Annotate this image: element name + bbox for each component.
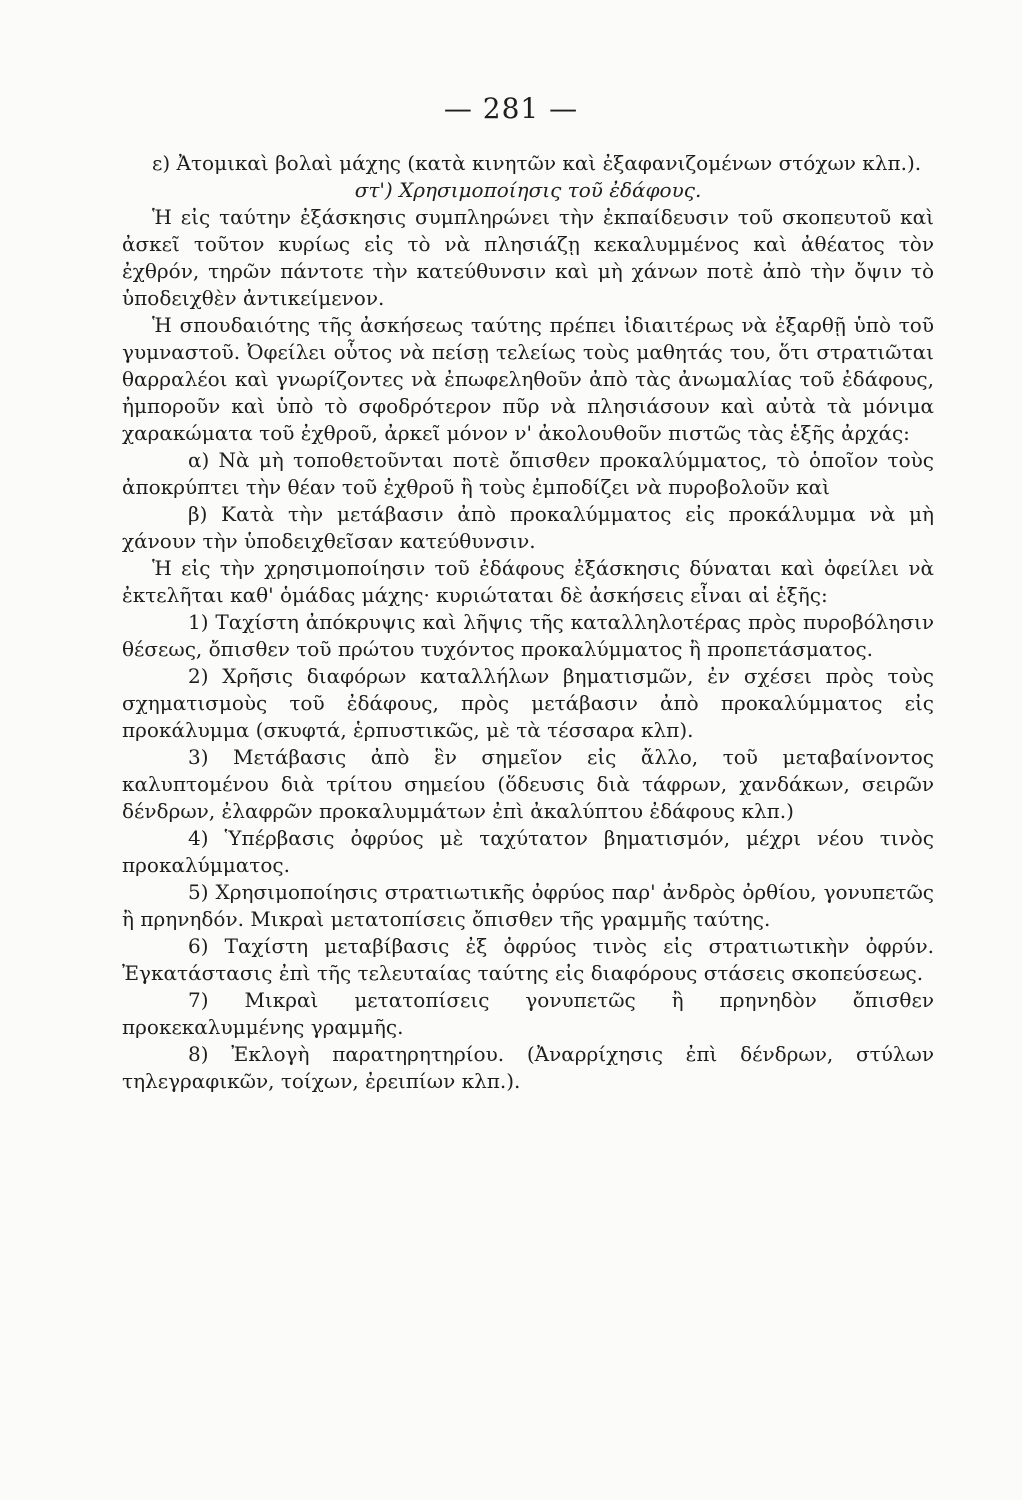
- list-item: 6) Ταχίστη μεταβίβασις ἐξ ὀφρύος τινὸς εἰς στρατιωτικὴν ὀφρύν. Ἐγκατάστασις ἐπὶ τῆς τελευταίας ταύτης εἰς διαφόρους στάσεις σκοπεύσεως.: [122, 934, 934, 985]
- section-title: στ') Χρησιμοποίησις τοῦ ἐδάφους.: [354, 178, 702, 202]
- paragraph-1: Ἡ εἰς ταύτην ἐξάσκησις συμπληρώνει τὴν ἐκπαίδευσιν τοῦ σκοπευτοῦ καὶ ἀσκεῖ τοῦτον κυρίως εἰς τὸ νὰ πλησιάζῃ κεκαλυμμένος καὶ ἀθέατος τὸν ἐχθρόν, τηρῶν πάντοτε τὴν κατεύθυνσιν καὶ μὴ χάνων ποτὲ ἀπὸ τὴν ὄψιν τὸ ὑποδειχθὲν ἀντικείμενον.: [122, 205, 934, 310]
- paragraph-2: Ἡ σπουδαιότης τῆς ἀσκήσεως ταύτης πρέπει ἰδιαιτέρως νὰ ἐξαρθῇ ὑπὸ τοῦ γυμναστοῦ. Ὀφείλει οὗτος νὰ πείσῃ τελείως τοὺς μαθητάς του, ὅτι στρατιῶται θαρραλέοι καὶ γνωρίζοντες νὰ ἐπωφεληθοῦν ἀπὸ τὰς ἀνωμαλίας τοῦ ἐδάφους, ἠμποροῦν καὶ ὑπὸ τὸ σφοδρότερον πῦρ νὰ πλησιάσουν καὶ αὐτὰ τὰ μόνιμα χαρακώματα τοῦ ἐχθροῦ, ἀρκεῖ μόνον ν' ἀκολουθοῦν πιστῶς τὰς ἑξῆς ἀρχάς:: [122, 313, 934, 445]
- list-item: 3) Μετάβασις ἀπὸ ἓν σημεῖον εἰς ἄλλο, τοῦ μεταβαίνοντος καλυπτομένου διὰ τρίτου σημείου (ὅδευσις διὰ τάφρων, χανδάκων, σειρῶν δένδρων, ἐλαφρῶν προκαλυμμάτων ἐπὶ ἀκαλύπτου ἐδάφους κλπ.): [122, 745, 934, 823]
- rule-b: β) Κατὰ τὴν μετάβασιν ἀπὸ προκαλύμματος εἰς προκάλυμμα νὰ μὴ χάνουν τὴν ὑποδειχθεῖσαν κατεύθυνσιν.: [122, 502, 934, 553]
- list-item: 4) Ὑπέρβασις ὀφρύος μὲ ταχύτατον βηματισμόν, μέχρι νέου τινὸς προκαλύμματος.: [122, 826, 934, 877]
- list-item: 8) Ἐκλογὴ παρατηρητηρίου. (Ἀναρρίχησις ἐπὶ δένδρων, στύλων τηλεγραφικῶν, τοίχων, ἐρειπίων κλπ.).: [122, 1042, 934, 1093]
- rule-a: α) Νὰ μὴ τοποθετοῦνται ποτὲ ὄπισθεν προκαλύμματος, τὸ ὁποῖον τοὺς ἀποκρύπτει τὴν θέαν τοῦ ἐχθροῦ ἢ τοὺς ἐμποδίζει νὰ πυροβολοῦν καὶ: [122, 448, 934, 499]
- item-e: ε) Ἀτομικαὶ βολαὶ μάχης (κατὰ κινητῶν καὶ ἐξαφανιζομένων στόχων κλπ.).: [152, 151, 922, 175]
- list-item: 5) Χρησιμοποίησις στρατιωτικῆς ὀφρύος παρ' ἀνδρὸς ὀρθίου, γονυπετῶς ἢ πρηνηδόν. Μικραὶ μετατοπίσεις ὄπισθεν τῆς γραμμῆς ταύτης.: [122, 880, 934, 931]
- list-item: 7) Μικραὶ μετατοπίσεις γονυπετῶς ἢ πρηνηδὸν ὄπισθεν προκεκαλυμμένης γραμμῆς.: [122, 988, 934, 1039]
- body-text: [122, 150, 934, 1095]
- page-number: — 281 —: [443, 92, 579, 125]
- list-item: 2) Χρῆσις διαφόρων καταλλήλων βηματισμῶν, ἐν σχέσει πρὸς τοὺς σχηματισμοὺς τοῦ ἐδάφους, πρὸς μετάβασιν ἀπὸ προκαλύμματος εἰς προκάλυμμα (σκυφτά, ἑρπυστικῶς, μὲ τὰ τέσσαρα κλπ).: [122, 664, 934, 742]
- list-item: 1) Ταχίστη ἀπόκρυψις καὶ λῆψις τῆς καταλληλοτέρας πρὸς πυροβόλησιν θέσεως, ὄπισθεν τοῦ πρώτου τυχόντος προκαλύμματος ἢ προπετάσματος.: [122, 610, 934, 661]
- paragraph-3: Ἡ εἰς τὴν χρησιμοποίησιν τοῦ ἐδάφους ἐξάσκησις δύναται καὶ ὀφείλει νὰ ἐκτελῆται καθ' ὁμάδας μάχης· κυριώταται δὲ ἀσκήσεις εἶναι αἱ ἑξῆς:: [122, 556, 934, 607]
